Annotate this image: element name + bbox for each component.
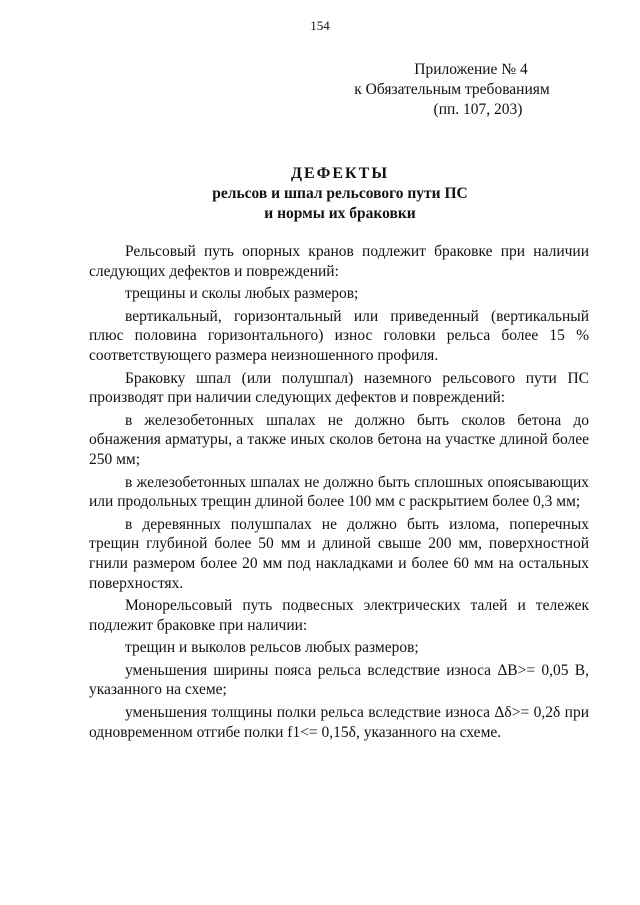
paragraph: трещин и выколов рельсов любых размеров; bbox=[125, 639, 419, 657]
paragraph: Монорельсовый путь подвесных электрических талей и тележек подлежит браковке при наличии: bbox=[89, 597, 589, 634]
document-title bbox=[80, 164, 600, 224]
appendix-reference bbox=[322, 60, 582, 120]
paragraph: в деревянных полушпалах не должно быть излома, поперечных трещин глубиной более 50 мм и длиной свыше 200 мм, поверхностной гнили размером более 20 мм под накладками и более 60 мм на остальных поверхностях. bbox=[89, 515, 589, 592]
appendix-number: Приложение № 4 bbox=[414, 61, 528, 78]
title-subheading: рельсов и шпал рельсового пути ПС bbox=[212, 185, 468, 202]
paragraph: уменьшения толщины полки рельса вследствие износа Δδ>= 0,2δ при одновременном отгибе полки f1<= 0,15δ, указанного на схеме. bbox=[89, 704, 589, 741]
paragraph: Рельсовый путь опорных кранов подлежит браковке при наличии следующих дефектов и повреждений: bbox=[89, 243, 589, 280]
paragraph: трещины и сколы любых размеров; bbox=[125, 285, 359, 303]
appendix-requirements: к Обязательным требованиям bbox=[354, 81, 550, 98]
title-subheading-2: и нормы их браковки bbox=[264, 205, 416, 222]
page-number: 154 bbox=[310, 18, 330, 33]
document-body bbox=[89, 242, 589, 742]
appendix-clauses: (пп. 107, 203) bbox=[433, 101, 523, 118]
title-heading: ДЕФЕКТЫ bbox=[290, 165, 390, 182]
paragraph: Браковку шпал (или полушпал) наземного рельсового пути ПС производят при наличии следующих дефектов и повреждений: bbox=[89, 369, 589, 407]
paragraph: вертикальный, горизонтальный или приведенный (вертикальный плюс половина горизонтального) износ головки рельса более 15 % соответствующего размера неизношенного профиля. bbox=[89, 307, 589, 364]
paragraph: в железобетонных шпалах не должно быть сколов бетона до обнажения арматуры, а также иных сколов бетона на участке длиной более 250 мм; bbox=[89, 411, 589, 468]
paragraph: уменьшения ширины пояса рельса вследствие износа ΔB>= 0,05 B, указанного на схеме; bbox=[89, 661, 589, 699]
paragraph: в железобетонных шпалах не должно быть сплошных опоясывающих или продольных трещин длиной более 100 мм с раскрытием более 0,3 мм; bbox=[89, 473, 589, 511]
